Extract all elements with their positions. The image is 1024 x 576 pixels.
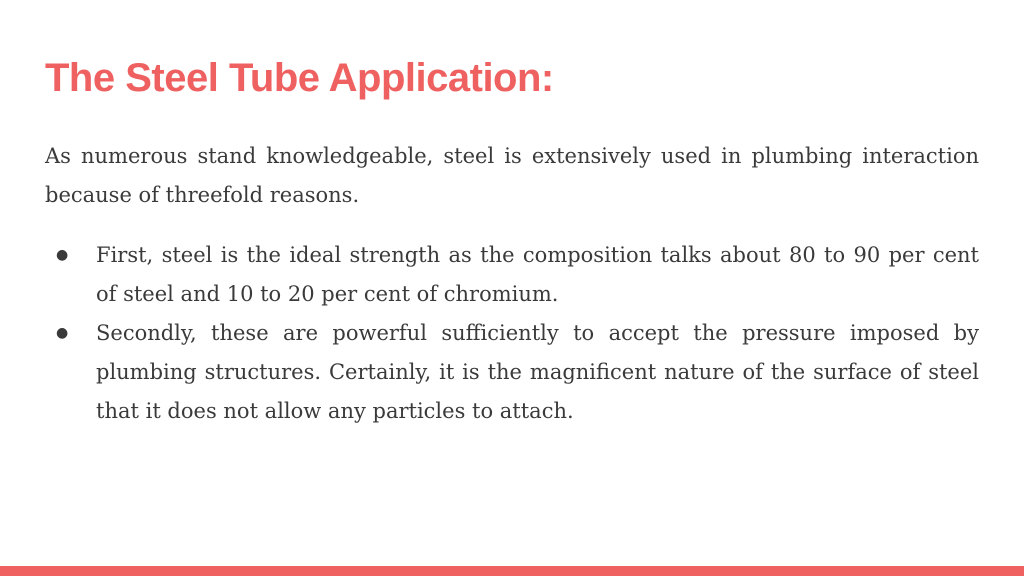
intro-paragraph: As numerous stand knowledgeable, steel is extensively used in plumbing interaction because of threefold reasons. <box>45 144 979 207</box>
bullet-item <box>45 314 979 431</box>
bullet-dot-icon: ● <box>56 325 69 341</box>
bullet-list <box>45 236 979 431</box>
bullet-text: First, steel is the ideal strength as the composition talks about 80 to 90 per cent of steel and 10 to 20 per cent of chromium. <box>96 243 979 306</box>
bullet-text: Secondly, these are powerful sufficiently to accept the pressure imposed by plumbing structures. Certainly, it is the magnificent nature of the surface of steel that it does not allow any particles to attach. <box>96 321 979 423</box>
bottom-accent-bar <box>0 566 1024 576</box>
bullet-item <box>45 236 979 314</box>
bullet-dot-icon: ● <box>56 247 69 263</box>
slide-title: The Steel Tube Application: <box>45 56 554 100</box>
slide-body <box>45 137 979 431</box>
